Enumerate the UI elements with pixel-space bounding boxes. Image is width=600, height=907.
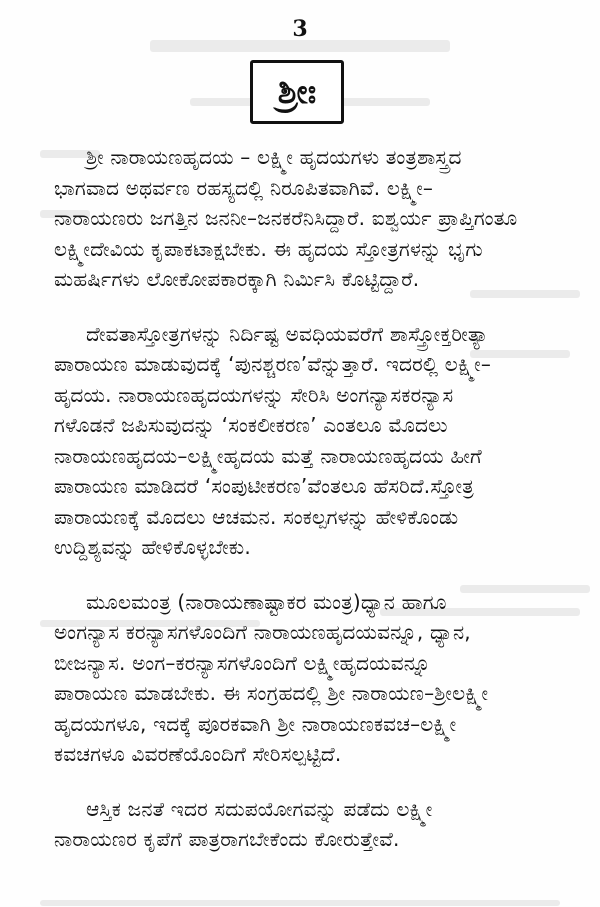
text-line: ಪಾರಾಯಣ ಮಾಡಿದರೆ ‘ಸಂಪುಟೀಕರಣ’ವೆಂತಲೂ ಹೆಸರಿದೆ.ಸ್ತೋತ್ರ [54, 474, 474, 498]
paragraph-2 [54, 319, 586, 563]
text-line: ಪಾರಾಯಣ ಮಾಡಬೇಕು. ಈ ಸಂಗ್ರಹದಲ್ಲಿ ಶ್ರೀ ನಾರಾಯಣ–ಶ್ರೀಲಕ್ಷ್ಮೀ [54, 681, 489, 705]
title-text: ಶ್ರೀಃ [277, 72, 317, 112]
text-line: ಹೃದಯ. ನಾರಾಯಣಹೃದಯಗಳನ್ನು ಸೇರಿಸಿ ಅಂಗನ್ಯಾಸಕರನ್ಯಾಸ [54, 382, 454, 407]
text-line: ಕವಚಗಳೂ ವಿವರಣೆಯೊಂದಿಗೆ ಸೇರಿಸಲ್ಪಟ್ಟಿದೆ. [54, 742, 342, 766]
text-line: ನಾರಾಯಣರು ಜಗತ್ತಿನ ಜನನೀ–ಜನಕರೆನಿಸಿದ್ದಾರೆ. ಐಶ್ವರ್ಯ ಪ್ರಾಪ್ತಿಗಂತೂ [54, 206, 518, 230]
text-line: ಗಳೊಡನೆ ಜಪಿಸುವುದನ್ನು ‘ಸಂಕಲೀಕರಣ’ ಎಂತಲೂ ಮೊದಲು [54, 413, 448, 437]
text-line: ನಾರಾಯಣಹೃದಯ–ಲಕ್ಷ್ಮೀಹೃದಯ ಮತ್ತೆ ನಾರಾಯಣಹೃದಯ ಹೀಗೆ [54, 443, 482, 468]
text-line: ಮಹರ್ಷಿಗಳು ಲೋಕೋಪಕಾರಕ್ಕಾಗಿ ನಿರ್ಮಿಸಿ ಕೊಟ್ಟಿದ್ದಾರೆ. [54, 267, 420, 291]
text-line: ಪಾರಾಯಣ ಮಾಡುವುದಕ್ಕೆ ‘ಪುನಶ್ಚರಣ’ವೆನ್ನುತ್ತಾರೆ. ಇದರಲ್ಲಿ ಲಕ್ಷ್ಮೀ– [54, 352, 492, 376]
text-line: ಆಸ್ತಿಕ ಜನತೆ ಇದರ ಸದುಪಯೋಗವನ್ನು ಪಡೆದು ಲಕ್ಷ್ಮೀ [86, 796, 433, 821]
text-line: ಲಕ್ಷ್ಮೀದೇವಿಯ ಕೃಪಾಕಟಾಕ್ಷಬೇಕು. ಈ ಹೃದಯ ಸ್ತೋತ್ರಗಳನ್ನು ಭೃಗು [54, 236, 483, 261]
text-line: ಪಾರಾಯಣಕ್ಕೆ ಮೊದಲು ಆಚಮನ. ಸಂಕಲ್ಪಗಳನ್ನು ಹೇಳಿಕೊಂಡು [54, 504, 459, 529]
paragraph-3 [54, 587, 586, 770]
text-line: ಶ್ರೀ ನಾರಾಯಣಹೃದಯ – ಲಕ್ಷ್ಮೀ ಹೃದಯಗಳು ತಂತ್ರಶಾಸ್ತ್ರದ [86, 145, 462, 169]
text-line: ಹೃದಯಗಳೂ, ಇದಕ್ಕೆ ಪೂರಕವಾಗಿ ಶ್ರೀ ನಾರಾಯಣಕವಚ–ಲಕ್ಷ್ಮೀ [54, 711, 457, 736]
text-line: ಅಂಗನ್ಯಾಸ ಕರನ್ಯಾಸಗಳೊಂದಿಗೆ ನಾರಾಯಣಹೃದಯವನ್ನೂ, ಧ್ಯಾನ, [54, 620, 471, 644]
page-number: 3 [292, 16, 308, 42]
text-line: ಭಾಗವಾದ ಅಥರ್ವಣ ರಹಸ್ಯದಲ್ಲಿ ನಿರೂಪಿತವಾಗಿವೆ. ಲಕ್ಷ್ಮೀ– [54, 175, 434, 200]
title-box [250, 60, 344, 124]
paragraph-1 [54, 142, 586, 295]
body-text [54, 142, 586, 879]
text-line: ದೇವತಾಸ್ತೋತ್ರಗಳನ್ನು ನಿರ್ದಿಷ್ಟ ಅವಧಿಯವರೆಗೆ ಶಾಸ್ತ್ರೋಕ್ತರೀತ್ಯಾ [86, 321, 489, 346]
text-line: ಬೀಜನ್ಯಾಸ. ಅಂಗ–ಕರನ್ಯಾಸಗಳೊಂದಿಗೆ ಲಕ್ಷ್ಮೀಹೃದಯವನ್ನೂ [54, 650, 431, 675]
paragraph-4 [54, 794, 586, 855]
text-line: ಉದ್ದಿಶ್ಯವನ್ನು ಹೇಳಿಕೊಳ್ಳಬೇಕು. [54, 535, 251, 559]
text-line: ನಾರಾಯಣರ ಕೃಪೆಗೆ ಪಾತ್ರರಾಗಬೇಕೆಂದು ಕೋರುತ್ತೇವೆ. [54, 827, 400, 851]
text-line: ಮೂಲಮಂತ್ರ (ನಾರಾಯಣಾಷ್ಟಾಕರ ಮಂತ್ರ)ಧ್ಯಾನ ಹಾಗೂ [86, 589, 447, 614]
